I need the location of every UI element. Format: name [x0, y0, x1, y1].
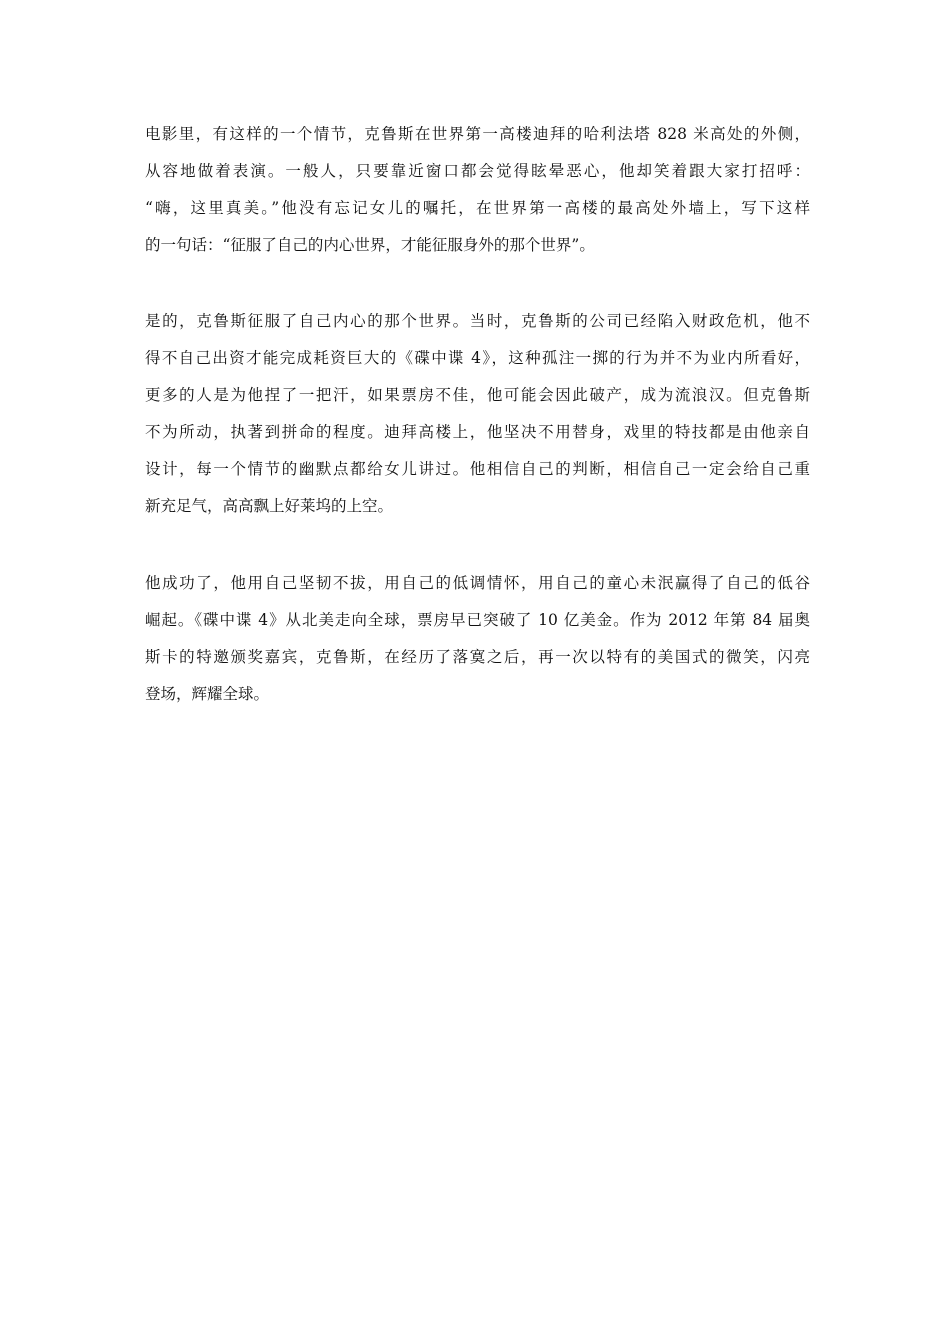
paragraph-line: 从容地做着表演。一般人，只要靠近窗口都会觉得眩晕恶心，他却笑着跟大家打招呼： — [145, 162, 810, 180]
paragraph-line: 电影里，有这样的一个情节，克鲁斯在世界第一高楼迪拜的哈利法塔 828 米高处的外侧， — [145, 125, 810, 143]
paragraph-line: 不为所动，执著到拼命的程度。迪拜高楼上，他坚决不用替身，戏里的特技都是由他亲自 — [145, 423, 810, 441]
paragraph-line: 是的，克鲁斯征服了自己内心的那个世界。当时，克鲁斯的公司已经陷入财政危机，他不 — [145, 312, 810, 330]
paragraph-line: 他成功了，他用自己坚韧不拔，用自己的低调情怀，用自己的童心未泯赢得了自己的低谷 — [145, 574, 810, 592]
paragraph-line: “嗨，这里真美。”他没有忘记女儿的嘱托，在世界第一高楼的最高处外墙上，写下这样 — [145, 199, 810, 217]
paragraph-2 — [145, 303, 810, 525]
paragraph-line: 新充足气，高高飘上好莱坞的上空。 — [145, 497, 394, 515]
paragraph-line: 登场，辉耀全球。 — [145, 685, 270, 703]
paragraph-line: 设计，每一个情节的幽默点都给女儿讲过。他相信自己的判断，相信自己一定会给自己重 — [145, 460, 810, 478]
paragraph-line: 斯卡的特邀颁奖嘉宾，克鲁斯，在经历了落寞之后，再一次以特有的美国式的微笑，闪亮 — [145, 648, 810, 666]
paragraph-line: 的一句话：“征服了自己的内心世界，才能征服身外的那个世界”。 — [145, 236, 595, 254]
paragraph-1 — [145, 116, 810, 264]
paragraph-line: 得不自己出资才能完成耗资巨大的《碟中谍 4》，这种孤注一掷的行为并不为业内所看好， — [145, 349, 810, 367]
paragraph-line: 更多的人是为他捏了一把汗，如果票房不佳，他可能会因此破产，成为流浪汉。但克鲁斯 — [145, 386, 810, 404]
paragraph-line: 崛起。《碟中谍 4》从北美走向全球，票房早已突破了 10 亿美金。作为 2012 年第 84 届奥 — [145, 611, 810, 629]
paragraph-3 — [145, 565, 810, 713]
